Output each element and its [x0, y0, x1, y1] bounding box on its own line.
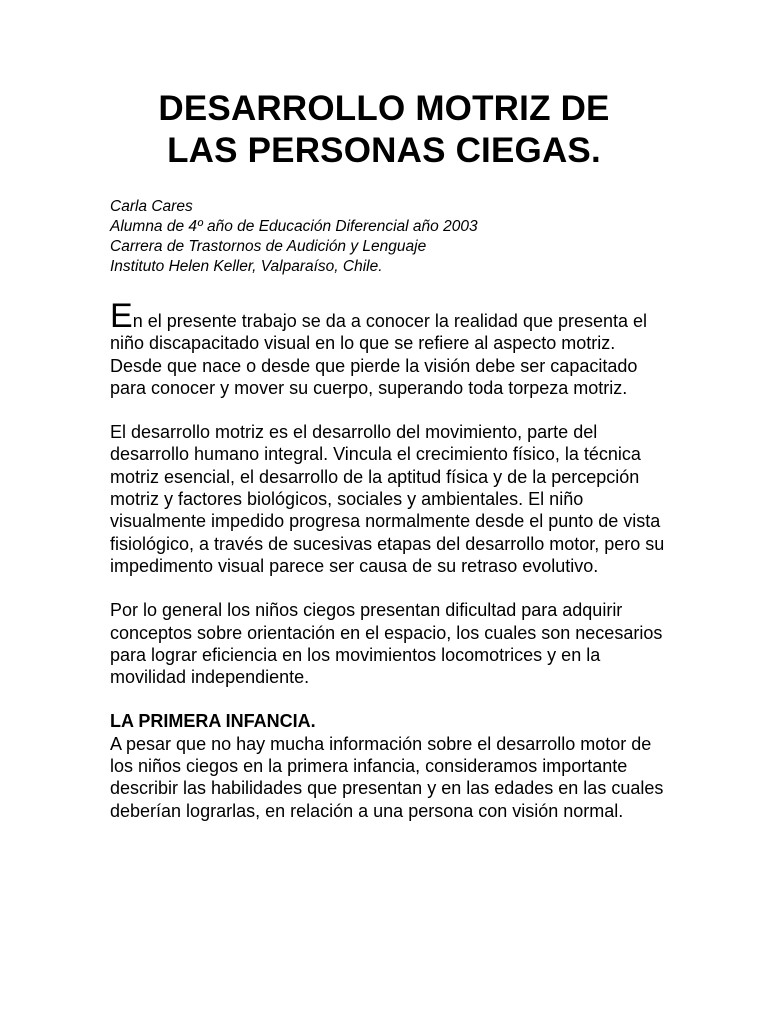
author-program: Carrera de Trastornos de Audición y Lenguaje: [110, 238, 427, 255]
motor-development-paragraph: El desarrollo motriz es el desarrollo del movimiento, parte del desarrollo humano integral. Vincula el crecimiento físico, la técnica motriz esencial, el desarrollo de la aptitud física y de la percepción motriz y factores biológicos, sociales y ambientales. El niño visualmente impedido progresa normalmente desde el punto de vista fisiológico, a través de sucesivas etapas del desarrollo motor, pero su impedimento visual parece ser causa de su retraso evolutivo.: [110, 422, 665, 576]
author-name: Carla Cares: [110, 198, 193, 215]
author-institution: Instituto Helen Keller, Valparaíso, Chile.: [110, 258, 383, 275]
orientation-paragraph: Por lo general los niños ciegos presentan dificultad para adquirir conceptos sobre orientación en el espacio, los cuales son necesarios para lograr eficiencia en los movimientos locomotrices y en la movilidad independiente.: [110, 600, 663, 688]
section-body-paragraph: A pesar que no hay mucha información sobre el desarrollo motor de los niños ciegos en la primera infancia, consideramos importante describir las habilidades que presentan y en las edades en las cuales deberían lograrlas, en relación a una persona con visión normal.: [110, 733, 664, 821]
title-line-2: LAS PERSONAS CIEGAS.: [167, 131, 601, 170]
title-line-1: DESARROLLO MOTRIZ DE: [158, 89, 610, 128]
document-page: [110, 0, 670, 822]
drop-cap-initial: E: [110, 297, 133, 335]
intro-paragraph: [110, 297, 670, 399]
author-block: [110, 197, 670, 277]
document-title: [110, 88, 658, 172]
intro-paragraph-text: n el presente trabajo se da a conocer la realidad que presenta el niño discapacitado visual en lo que se refiere al aspecto motriz. Desde que nace o desde que pierde la visión debe ser capacitado para conocer y mover su cuerpo, superando toda torpeza motriz.: [110, 311, 648, 398]
author-role: Alumna de 4º año de Educación Diferencial año 2003: [110, 218, 478, 235]
section-heading: LA PRIMERA INFANCIA.: [110, 711, 316, 732]
